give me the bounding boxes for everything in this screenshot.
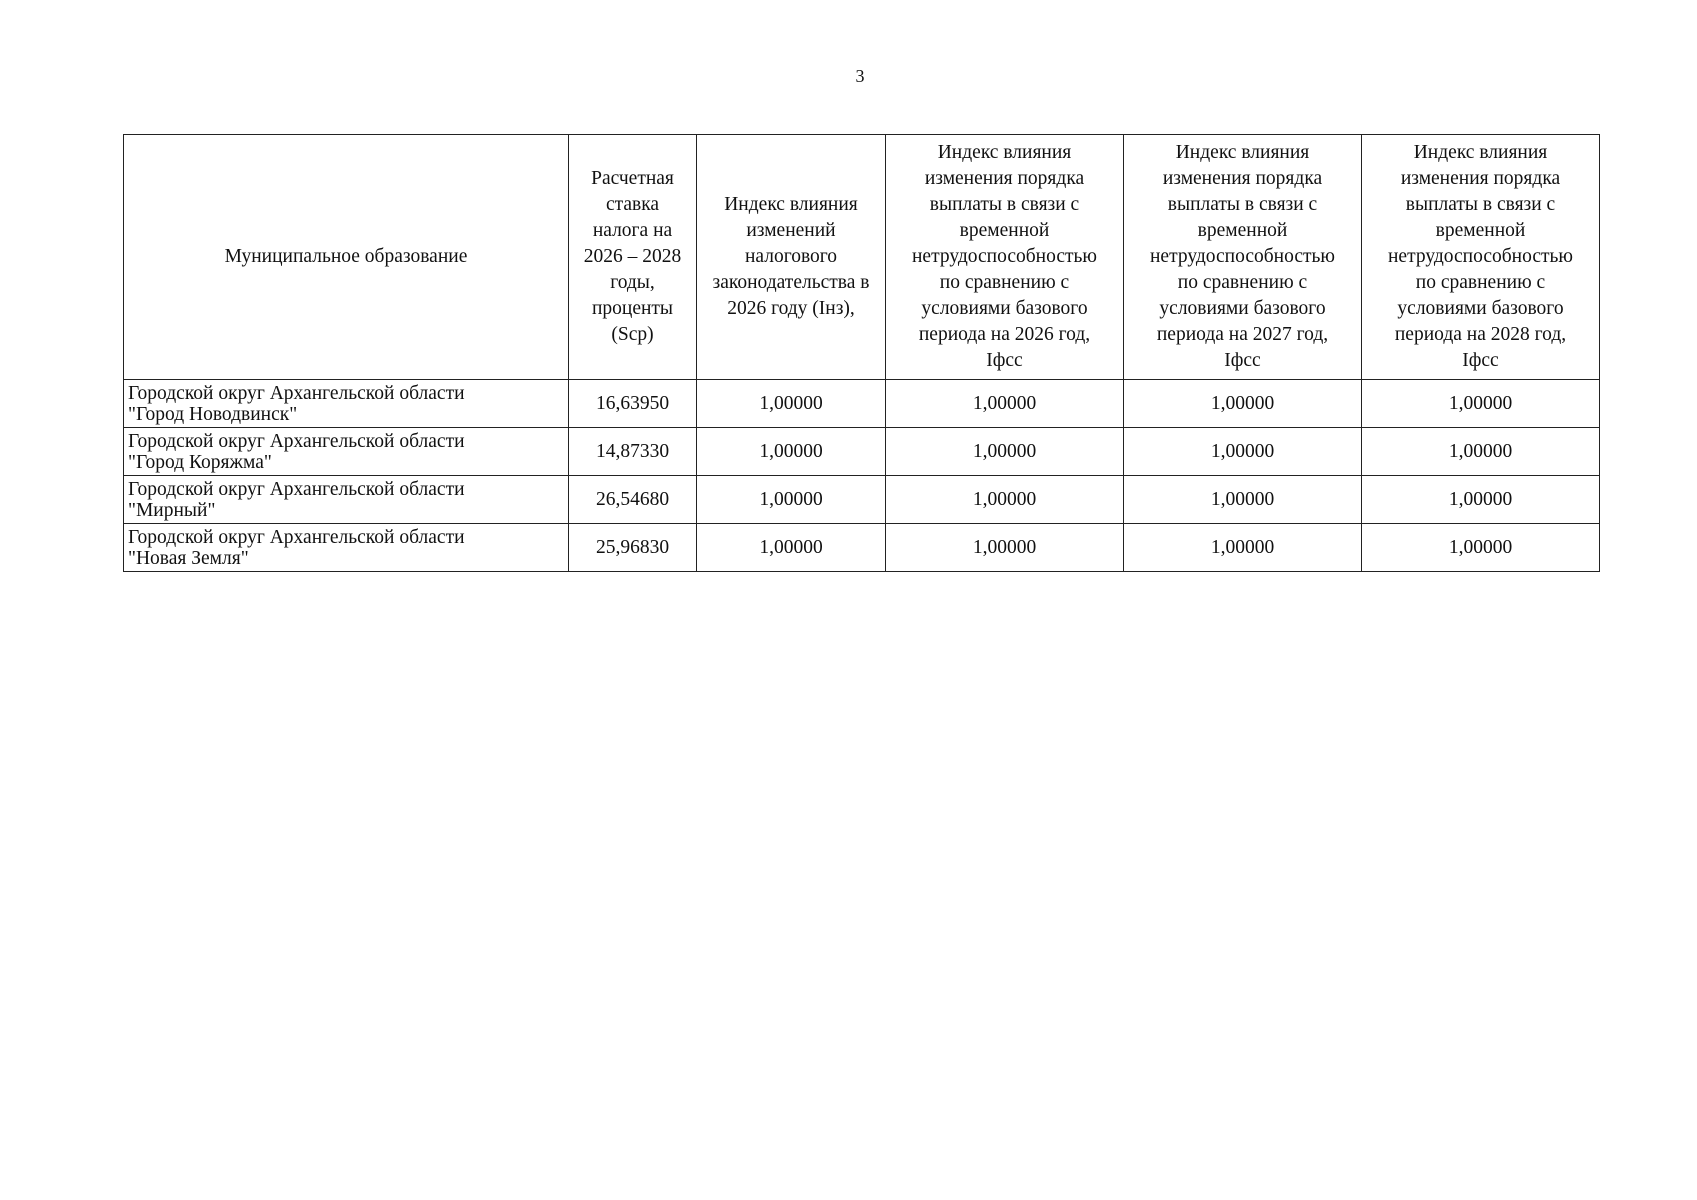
tax-rate-value: 25,96830 [569,524,697,572]
fss-index-2026-value: 1,00000 [886,476,1124,524]
fss-index-2027-value: 1,00000 [1124,524,1362,572]
tax-law-index-value: 1,00000 [697,428,886,476]
header-fss-index-2026: Индекс влияния изменения порядка выплаты в связи с временной нетрудоспособностью по сравнению с условиями базового периода на 2026 год, Iфсс [886,135,1124,380]
municipality-name-line1: Городской округ Архангельской области [128,430,465,452]
fss-index-2027-value: 1,00000 [1124,476,1362,524]
table-row [124,428,1600,476]
tax-law-index-value: 1,00000 [697,380,886,428]
fss-index-2026-value: 1,00000 [886,428,1124,476]
header-tax-rate: Расчетная ставка налога на 2026 – 2028 годы, проценты (Sср) [569,135,697,380]
table-row [124,476,1600,524]
municipality-name-line2: "Город Новодвинск" [128,403,298,425]
municipality-name-line2: "Мирный" [128,499,216,521]
tax-rate-value: 16,63950 [569,380,697,428]
tax-index-table [123,134,1600,572]
municipality-name-line2: "Новая Земля" [128,547,249,569]
fss-index-2028-value: 1,00000 [1362,380,1600,428]
page-number: 3 [855,66,865,86]
fss-index-2028-value: 1,00000 [1362,428,1600,476]
fss-index-2027-value: 1,00000 [1124,428,1362,476]
tax-rate-value: 14,87330 [569,428,697,476]
municipality-name [124,380,569,428]
municipality-name [124,524,569,572]
tax-law-index-value: 1,00000 [697,476,886,524]
municipality-name-line1: Городской округ Архангельской области [128,478,465,500]
table-header-row [124,135,1600,380]
header-fss-index-2027: Индекс влияния изменения порядка выплаты в связи с временной нетрудоспособностью по сравнению с условиями базового периода на 2027 год, Iфсс [1124,135,1362,380]
municipality-name-line1: Городской округ Архангельской области [128,526,465,548]
fss-index-2026-value: 1,00000 [886,380,1124,428]
fss-index-2026-value: 1,00000 [886,524,1124,572]
municipality-name-line1: Городской округ Архангельской области [128,382,465,404]
tax-law-index-value: 1,00000 [697,524,886,572]
fss-index-2028-value: 1,00000 [1362,524,1600,572]
header-fss-index-2028: Индекс влияния изменения порядка выплаты в связи с временной нетрудоспособностью по сравнению с условиями базового периода на 2028 год, Iфсс [1362,135,1600,380]
header-municipality: Муниципальное образование [124,135,569,380]
table-row [124,524,1600,572]
tax-rate-value: 26,54680 [569,476,697,524]
table-row [124,380,1600,428]
fss-index-2028-value: 1,00000 [1362,476,1600,524]
municipality-name [124,428,569,476]
fss-index-2027-value: 1,00000 [1124,380,1362,428]
municipality-name-line2: "Город Коряжма" [128,451,272,473]
header-tax-law-index: Индекс влияния изменений налогового законодательства в 2026 году (Iнз), [697,135,886,380]
municipality-name [124,476,569,524]
